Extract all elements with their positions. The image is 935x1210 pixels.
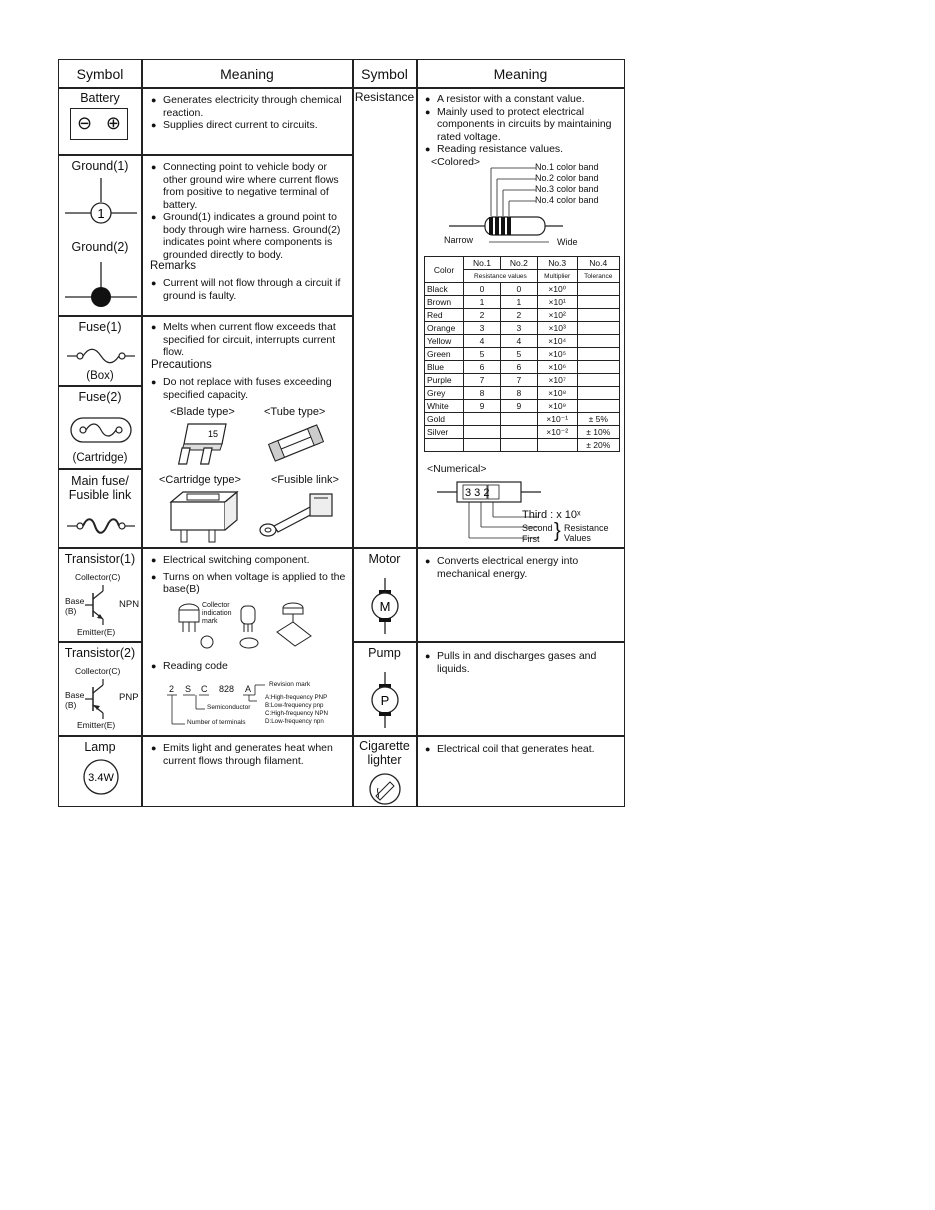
table-cell: ± 10%	[577, 426, 619, 439]
divider	[352, 60, 354, 806]
lamp-meaning	[151, 742, 347, 767]
table-cell: Purple	[425, 374, 464, 387]
lamp-icon	[81, 757, 121, 797]
table-cell: 4	[500, 335, 537, 348]
table-cell	[500, 426, 537, 439]
fuse2-sub: (Cartridge)	[72, 452, 128, 464]
band-label: No.1 color band	[535, 162, 599, 172]
cartridge-type-label: <Cartridge type>	[159, 474, 241, 486]
third-label: Third : x 10ˣ	[522, 509, 581, 521]
wide-label: Wide	[557, 237, 578, 247]
terminals-label: Number of terminals	[187, 719, 246, 726]
blade-type-label: <Blade type>	[170, 406, 235, 418]
fuse1-icon	[65, 345, 137, 367]
color-code-table	[424, 256, 620, 452]
minus-icon: ⊖	[77, 113, 93, 133]
table-cell	[577, 283, 619, 296]
transistor1-label: Transistor(1)	[64, 552, 136, 566]
blade-rating: 15	[208, 429, 219, 439]
fuse2-icon	[69, 416, 133, 444]
table-cell: ×10⁷	[537, 374, 577, 387]
divider	[59, 315, 352, 317]
table-cell: 1	[464, 296, 501, 309]
table-cell: Gold	[425, 413, 464, 426]
base-label: Base (B)	[65, 690, 85, 710]
table-cell	[464, 439, 501, 452]
collector-label: Collector(C)	[75, 572, 121, 582]
pump-meaning	[425, 650, 623, 675]
table-cell: ± 20%	[577, 439, 619, 452]
list-item: ● Current will not flow through a circuit if ground is faulty.	[151, 277, 347, 302]
table-cell	[425, 439, 464, 452]
pump-label: Pump	[368, 646, 401, 660]
table-subheader: Tolerance	[577, 270, 619, 283]
ground2-icon	[63, 260, 139, 312]
table-cell: ×10⁸	[537, 387, 577, 400]
divider	[141, 60, 143, 806]
table-header: No.4	[577, 257, 619, 270]
table-cell	[577, 361, 619, 374]
motor-glyph: M	[379, 599, 391, 614]
fuse-meaning	[151, 321, 347, 359]
table-row	[425, 361, 620, 374]
ground-meaning	[151, 161, 349, 261]
motor-label: Motor	[368, 552, 401, 566]
pump-glyph: P	[380, 693, 390, 708]
table-cell	[577, 335, 619, 348]
table-cell: ×10⁰	[537, 283, 577, 296]
table-cell	[577, 400, 619, 413]
table-cell	[500, 439, 537, 452]
npn-label: NPN	[119, 599, 140, 610]
table-cell: ×10⁵	[537, 348, 577, 361]
table-cell: 3	[464, 322, 501, 335]
divider	[352, 641, 624, 643]
divider	[59, 154, 352, 156]
divider	[59, 547, 624, 549]
table-cell: ×10²	[537, 309, 577, 322]
ground1-label: Ground(1)	[71, 159, 129, 173]
fuse1-label: Fuse(1)	[78, 320, 122, 334]
list-item: ● Emits light and generates heat when current flows through filament.	[151, 742, 347, 767]
table-row	[425, 426, 620, 439]
table-cell: 0	[500, 283, 537, 296]
table-cell: 6	[464, 361, 501, 374]
transistor1-meaning	[151, 554, 347, 596]
header-symbol: Symbol	[76, 66, 124, 82]
band-label: No.4 color band	[535, 195, 599, 205]
code-char: A	[245, 684, 252, 694]
table-row	[425, 348, 620, 361]
code-type: C:High-frequency NPN	[265, 710, 328, 717]
table-cell: ×10⁻¹	[537, 413, 577, 426]
lamp-label: Lamp	[84, 740, 116, 754]
divider	[59, 641, 142, 643]
remarks-list	[151, 277, 347, 302]
table-cell: 6	[500, 361, 537, 374]
list-item: ● Reading resistance values.	[425, 143, 621, 156]
code-types	[265, 694, 328, 726]
table-header: No.2	[500, 257, 537, 270]
table-cell: Silver	[425, 426, 464, 439]
table-cell: ± 5%	[577, 413, 619, 426]
blade-fuse-icon	[174, 420, 234, 468]
code-char: S	[185, 684, 192, 694]
table-cell: 2	[500, 309, 537, 322]
table-cell	[577, 374, 619, 387]
collector-mark-label: Collector indication mark	[202, 602, 232, 625]
lamp-glyph: 3.4W	[88, 772, 114, 784]
table-cell: Black	[425, 283, 464, 296]
pnp-transistor-icon	[81, 677, 111, 721]
table-row	[425, 439, 620, 452]
list-item: ● A resistor with a constant value.	[425, 93, 621, 106]
table-cell: 2	[464, 309, 501, 322]
table-cell: Yellow	[425, 335, 464, 348]
table-cell: 0	[464, 283, 501, 296]
table-row	[425, 322, 620, 335]
table-cell	[577, 296, 619, 309]
list-item: ● Electrical coil that generates heat.	[425, 743, 621, 756]
table-cell: 7	[500, 374, 537, 387]
table-cell	[577, 387, 619, 400]
table-cell: ×10³	[537, 322, 577, 335]
table-cell	[464, 413, 501, 426]
list-item: ● Supplies direct current to circuits.	[151, 119, 347, 132]
table-row	[425, 387, 620, 400]
list-item: ● Pulls in and discharges gases and liquids.	[425, 650, 623, 675]
revision-label: Revision mark	[269, 681, 311, 688]
narrow-label: Narrow	[444, 235, 474, 245]
table-header: Color	[425, 257, 464, 283]
table-row	[425, 335, 620, 348]
table-cell: Green	[425, 348, 464, 361]
mainfuse-label: Main fuse/ Fusible link	[68, 474, 132, 502]
transistor2-meaning	[151, 660, 347, 673]
table-subheader: Multiplier	[537, 270, 577, 283]
npn-transistor-icon	[81, 583, 111, 627]
list-item: ● Converts electrical energy into mechanical energy.	[425, 555, 621, 580]
table-cell: White	[425, 400, 464, 413]
fuse2-label: Fuse(2)	[78, 390, 122, 404]
table-cell: 9	[464, 400, 501, 413]
fuse1-sub: (Box)	[86, 370, 114, 382]
resistance-label: Resistance	[354, 90, 415, 104]
tube-fuse-icon	[264, 424, 328, 462]
table-cell	[464, 426, 501, 439]
list-item: ● Electrical switching component.	[151, 554, 347, 567]
fusible-link-icon	[65, 515, 137, 537]
divider	[59, 87, 624, 89]
list-item: ● Melts when current flow exceeds that specified for circuit, interrupts current flow.	[151, 321, 347, 359]
pnp-label: PNP	[119, 692, 139, 703]
code-char: C	[201, 684, 208, 694]
code-char: 828	[219, 684, 235, 694]
table-cell	[577, 348, 619, 361]
table-cell: 5	[500, 348, 537, 361]
ground1-glyph: 1	[97, 206, 105, 221]
cigarette-lighter-icon	[368, 772, 402, 806]
brace-icon: }	[554, 520, 561, 542]
table-cell: 8	[500, 387, 537, 400]
resistance-meaning	[425, 93, 621, 156]
base-label: Base (B)	[65, 596, 85, 616]
collector-label: Collector(C)	[75, 666, 121, 676]
emitter-label: Emitter(E)	[77, 720, 116, 730]
header-meaning: Meaning	[493, 66, 548, 82]
table-row	[425, 296, 620, 309]
colored-label: <Colored>	[431, 156, 481, 168]
resistance-values-label: Resistance Values	[564, 523, 609, 543]
header-symbol: Symbol	[361, 66, 408, 82]
table-cell: Blue	[425, 361, 464, 374]
battery-label: Battery	[80, 91, 120, 105]
table-row	[425, 309, 620, 322]
divider	[59, 735, 624, 737]
band-label: No.3 color band	[535, 184, 599, 194]
divider	[416, 60, 418, 806]
lighter-label: Cigarette lighter	[359, 739, 410, 767]
list-item: ● Generates electricity through chemical reaction.	[151, 94, 347, 119]
code-type: D:Low-frequency npn	[265, 718, 324, 725]
battery-meaning	[151, 94, 347, 132]
semiconductor-label: Semiconductor	[207, 704, 251, 711]
lighter-meaning	[425, 743, 621, 756]
transistor2-label: Transistor(2)	[64, 646, 136, 660]
battery-icon	[70, 108, 128, 140]
table-cell: ×10⁹	[537, 400, 577, 413]
table-cell: ×10⁶	[537, 361, 577, 374]
header-meaning: Meaning	[220, 66, 274, 82]
code-char: 2	[169, 684, 175, 694]
table-cell: 3	[500, 322, 537, 335]
list-item: ● Ground(1) indicates a ground point to body through wire harness. Ground(2) indicates point where components is grounded directly to body.	[151, 211, 349, 261]
table-cell: Brown	[425, 296, 464, 309]
first-label: First	[522, 534, 540, 544]
tube-type-label: <Tube type>	[264, 406, 326, 418]
table-cell: 9	[500, 400, 537, 413]
table-cell: 1	[500, 296, 537, 309]
precautions-title: Precautions	[151, 359, 212, 371]
transistor-packages-icon	[169, 598, 329, 650]
list-item: ● Connecting point to vehicle body or other ground wire where current flows from positive to negative terminal of battery.	[151, 161, 349, 211]
table-subheader: Resistance values	[464, 270, 538, 283]
table-cell: Grey	[425, 387, 464, 400]
divider	[59, 468, 142, 470]
cartridge-fuse-icon	[165, 488, 243, 544]
list-item: ● Reading code	[151, 660, 347, 673]
table-row	[425, 283, 620, 296]
motor-icon	[369, 576, 401, 636]
list-item: ● Turns on when voltage is applied to the base(B)	[151, 571, 347, 596]
list-item: ● Do not replace with fuses exceeding specified capacity.	[151, 376, 347, 401]
table-cell	[577, 322, 619, 335]
table-cell: ×10⁻²	[537, 426, 577, 439]
motor-meaning	[425, 555, 621, 580]
remarks-title: Remarks	[150, 260, 197, 272]
table-cell	[577, 309, 619, 322]
digits: 3 3 2	[465, 487, 490, 499]
table-cell: Red	[425, 309, 464, 322]
plus-icon: ⊕	[105, 113, 121, 133]
code-type: A:High-frequency PNP	[265, 694, 328, 701]
numerical-label: <Numerical>	[427, 463, 487, 475]
table-cell: ×10¹	[537, 296, 577, 309]
symbol-table	[58, 59, 625, 807]
precautions-list	[151, 376, 347, 401]
table-cell: 4	[464, 335, 501, 348]
list-item: ● Mainly used to protect electrical components in circuits by maintaining rated voltage.	[425, 106, 621, 144]
code-type: B:Low-frequency pnp	[265, 702, 324, 709]
table-cell: ×10⁴	[537, 335, 577, 348]
table-cell: 5	[464, 348, 501, 361]
table-cell: Orange	[425, 322, 464, 335]
pump-icon	[369, 670, 401, 730]
band-label: No.2 color band	[535, 173, 599, 183]
table-cell	[537, 439, 577, 452]
table-header: No.1	[464, 257, 501, 270]
ground2-label: Ground(2)	[71, 240, 129, 254]
table-row	[425, 413, 620, 426]
table-cell: 8	[464, 387, 501, 400]
emitter-label: Emitter(E)	[77, 627, 116, 637]
table-cell: 7	[464, 374, 501, 387]
ground1-icon	[63, 176, 139, 236]
table-header: No.3	[537, 257, 577, 270]
fusible-link-drawing	[254, 488, 344, 542]
table-cell	[500, 413, 537, 426]
table-row	[425, 400, 620, 413]
divider	[59, 385, 142, 387]
table-row	[425, 374, 620, 387]
second-label: Second	[522, 523, 553, 533]
fusible-link-label: <Fusible link>	[271, 474, 339, 486]
